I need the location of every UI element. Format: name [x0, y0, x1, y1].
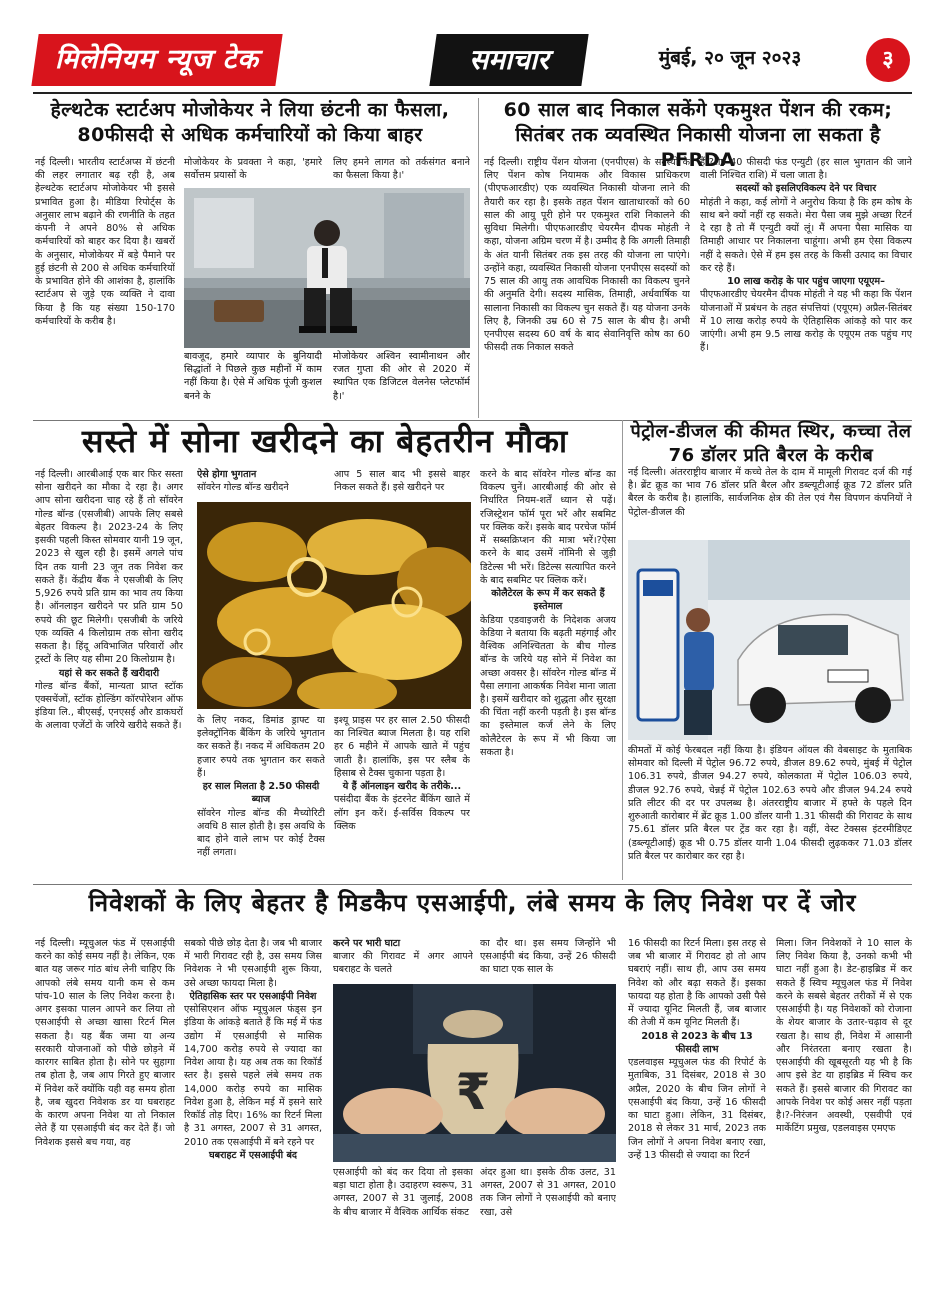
- svg-text:₹: ₹: [455, 1063, 491, 1121]
- masthead: [35, 34, 910, 86]
- office-layoff-photo: [184, 188, 470, 348]
- story3-col1-body2: गोल्ड बॉन्ड बैंकों, मान्यता प्राप्त स्टॉक एक्सचेंजों, स्टॉक होल्डिंग कॉरपोरेशन ऑफ इंडिया लि., बीएसई, एनएसई और डाकघरों के अलावा एजेंटों के जरिये खरीदे सकते हैं।: [35, 680, 183, 732]
- petrol-pump-photo: [628, 540, 910, 740]
- money-bag-photo: [333, 984, 616, 1162]
- story4-headline-line1: पेट्रोल-डीजल की कीमत स्थिर, कच्चा तेल: [630, 421, 912, 442]
- story5-col5-body2: एडलवाइस म्यूचुअल फंड की रिपोर्ट के मुताबिक, 31 दिसंबर, 2018 से 30 अप्रैल, 2020 के बीच जिन लोगों ने एसआईपी बंद किया, उन्हें 16 फीसदी का घाटा हुआ। लेकिन, 31 दिसंबर, 2018 से लेकर 31 मार्च, 2023 तक जिन लोगों ने अपना निवेश बनाए रखा, उन्हें 13 फीसदी से ज्यादा का रिटर्न: [628, 1057, 766, 1161]
- column-divider: [622, 420, 623, 880]
- story2-headline-line1: 60 साल बाद निकाल सकेंगे एकमुश्त पेंशन की रकम;: [503, 99, 893, 121]
- story2-col2: [700, 156, 912, 418]
- story2-headline-line2: सितंबर तक व्यवस्थित निकासी योजना ला सकता है PFRDA: [515, 124, 881, 172]
- story2-col2-intro: हैं।?शेष 40 फीसदी फंड एन्युटी (हर साल भुगतान की जाने वाली निश्चित राशि) में चला जाता है।: [700, 157, 912, 182]
- story3-col4-body: करने के बाद सॉवरेन गोल्ड बॉन्ड का विकल्प चुनें। आरबीआई की ओर से निर्धारित नियम-शर्तें ध्यान से पढ़ें। रजिस्ट्रेशन फॉर्म पूरा भरें और सबमिट पर क्लिक करें। इसके बाद परचेज फॉर्म में सब्सक्रिप्शन की मात्रा भरें।?ऐसा करने के बाद उसमें नॉमिनी से जुड़ी डिटेल्स भी भरें। डिटेल्स सत्यापित करने के बाद सबमिट पर क्लिक करें।: [480, 469, 616, 586]
- story5-col3-top-text: बाजार की गिरावट में अगर आपने घबराहट के चलते: [333, 951, 473, 976]
- story5-col2-body: सबको पीछे छोड़ देता है। जब भी बाजार में भारी गिरावट रही है, उस समय जिस निवेशक ने भी एसआईपी शुरू किया, उसे अच्छा फायदा मिला है।: [184, 938, 322, 989]
- story4-headline: [626, 420, 916, 468]
- story3-col4: [480, 468, 616, 878]
- brand-name: मिलेनियम न्यूज टेक: [54, 44, 260, 75]
- story5-col2-subhead2: घबराहट में एसआईपी बंद: [208, 1149, 298, 1161]
- story3-col1: [35, 468, 183, 878]
- section-rule: [33, 884, 912, 885]
- story3-col2-top-text: सॉवरेन गोल्ड बॉन्ड खरीदने: [197, 482, 289, 494]
- story1-col3-bottom: मोजोकेयर अश्विन स्वामीनाथन और रजत गुप्ता की ओर से 2020 में स्थापित एक डिजिटल वेलनेस प्लेटफॉर्म है।': [333, 351, 470, 402]
- story5-col3-bottom: एसआईपी को बंद कर दिया तो इसका बड़ा घाटा होता है। उदाहरण स्वरूप, 31 अगस्त, 2007 से 31 जुलाई, 2008 के बीच बाजार में वैश्विक आर्थिक संकट: [333, 1167, 473, 1218]
- story1-col2-top: मोजोकेयर के प्रवक्ता ने कहा, 'हमारे सर्वोत्तम प्रयासों के: [184, 157, 322, 182]
- story3-col2-body2: सॉवरेन गोल्ड बॉन्ड की मैच्योरिटी अवधि 8 साल होती है। इस अवधि के बाद होने वाले लाभ पर कोई टैक्स नहीं लगता।: [197, 807, 325, 859]
- story1-col1: नई दिल्ली। भारतीय स्टार्टअप्स में छंटनी की लहर लगातार बढ़ रही है, अब हेल्थटेक स्टार्टअप मोजोकेयर भी इससे प्रभावित हुआ है। मीडिया रिपोर्ट्स के अनुसार लाभ बढ़ाने की रणनीति के तहत कंपनी ने अपने 80% से अधिक कर्मचारियों को बाहर कर दिया है। खबरों के अनुसार, मोजोकेयर में बड़े पैमाने पर हुई छंटनी से 200 से अधिक कर्मचारियों के प्रभावित होने की आशंका है, हालांकि स्टार्टअप से जुड़े एक व्यक्ति ने दावा किया है कि यह संख्या 150-170 कर्मचारियों के करीब है।: [35, 157, 175, 327]
- story3-col2-subhead2: हर साल मिलता है 2.50 फीसदी ब्याज: [202, 781, 320, 806]
- story2-col2-body2: पीएफआरडीए चेयरमैन दीपक मोहंती ने यह भी कहा कि पेंशन योजनाओं में प्रबंधन के तहत संपत्तियां (एयूएम) अप्रैल-सितंबर में 10 लाख करोड़ रुपये के ऐतिहासिक आंकड़े को पार कर जाएंगी। अभी हम 9.5 लाख करोड़ के एयूएम तक पहुंच गए हैं।: [700, 289, 912, 354]
- story5-col4-bottom: अंदर हुआ था। इसके ठीक उलट, 31 अगस्त, 2007 से 31 अगस्त, 2010 तक जिन लोगों ने एसआईपी को बनाए रखा, उसे: [480, 1167, 616, 1218]
- story1-headline: [30, 98, 470, 148]
- gold-jewellery-photo: [197, 502, 471, 709]
- story5-col5-body: 16 फीसदी का रिटर्न मिला। इस तरह से जब भी बाजार में गिरावट हो तो आप घबराएं नहीं। साथ ही, आप उस समय निवेश को और बढ़ा सकते हैं। इसका फायदा यह होता है कि आपको उसी पैसे में ज्यादा यूनिट मिलती हैं, जब बाजार की तेजी में कम यूनिट मिलती हैं।: [628, 938, 766, 1029]
- story2-subhead1: सदस्यों को इसलिएविकल्प देने पर विचार: [735, 183, 877, 195]
- page-number: ३: [866, 38, 910, 82]
- story4-intro: नई दिल्ली। अंतरराष्ट्रीय बाजार में कच्चे तेल के दाम में मामूली गिरावट दर्ज की गई है। ब्रेंट क्रूड का भाव 76 डॉलर प्रति बैरल और डब्ल्यूटीआई क्रूड 72 डॉलर प्रति बैरल के करीब है। हालांकि, सार्वजनिक क्षेत्र की तेल एवं गैस विपणन कंपनियों ने पेट्रोल-डीजल की: [628, 467, 912, 518]
- story1-col3-top: लिए हमने लागत को तर्कसंगत बनाने का फैसला किया है।': [333, 157, 470, 182]
- story3-col1-subhead: यहां से कर सकते हैं खरीदारी: [58, 667, 160, 679]
- story5-col2: [184, 937, 322, 1255]
- story3-col1-body: नई दिल्ली। आरबीआई एक बार फिर सस्ता सोना खरीदने का मौका दे रहा है। अगर आप सोना खरीदना चाह रहे हैं तो सॉवरेन गोल्ड बॉन्ड (एसजीबी) आपके लिए सबसे बेहतर विकल्प है। 2023-24 के लिए इसकी पहली किस्त सोमवार यानी 19 जून, 2023 से खुल रही है। इसमें अगले पांच दिन तक यानी 23 जून तक निवेश कर सकते हैं। केंद्रीय बैंक ने एसजीबी के लिए 5,926 रुपये प्रति ग्राम का भाव तय किया है। ऑनलाइन खरीदने पर प्रति ग्राम 50 रुपये की छूट मिलेगी। एसजीबी के जरिये एक व्यक्ति 4 किलोग्राम तक सोना खरीद सकता है। हिंदू अविभाजित परिवारों और ट्रस्टों के लिए यह सीमा 20 किलोग्राम है।: [35, 469, 183, 666]
- story5-col5: [628, 937, 766, 1255]
- story3-col2-bottom-text: के लिए नकद, डिमांड ड्राफ्ट या इलेक्ट्रॉनिक बैंकिंग के जरिये भुगतान कर सकते हैं। नकद में अधिकतम 20 हजार रुपये तक भुगतान कर सकते हैं।: [197, 715, 325, 779]
- dateline: मुंबई, २० जून २०२३: [658, 47, 802, 69]
- brand-logo: [31, 34, 282, 86]
- story5-headline: निवेशकों के लिए बेहतर है मिडकैप एसआईपी, लंबे समय के लिए निवेश पर दें जोर: [88, 889, 857, 917]
- story2-subhead2: 10 लाख करोड़ के पार पहुंच जाएगा एयूएम–: [727, 276, 885, 288]
- story4-body: कीमतों में कोई फेरबदल नहीं किया है। इंडियन ऑयल की वेबसाइट के मुताबिक सोमवार को दिल्ली में पेट्रोल 96.72 रुपये, डीजल 89.62 रुपये, मुंबई में पेट्रोल 106.31 रुपये, डीजल 94.27 रुपये, कोलकाता में पेट्रोल 106.03 रुपये, डीजल 92.76 रुपये, चेन्नई में पेट्रोल 102.63 रुपये और डीजल 94.24 रुपये प्रति लीटर की दर पर उपलब्ध है। अंतरराष्ट्रीय बाजार में हफ्ते के पहले दिन शुरुआती कारोबार में ब्रेंट क्रूड 1.00 डॉलर यानी 1.31 फीसदी की गिरावट के साथ 75.61 डॉलर प्रति बैरल पर ट्रेंड कर रहा है। वहीं, वेस्ट टेक्सस इंटरमीडिएट (डब्ल्यूटीआई) क्रूड भी 0.75 डॉलर यानी 1.04 फीसदी लुढ़ककर 71.03 डॉलर प्रति बैरल पर कारोबार कर रहा है।: [628, 745, 912, 862]
- story1-headline-line1: हेल्थटेक स्टार्टअप मोजोकेयर ने लिया छंटनी का फैसला,: [50, 99, 450, 121]
- masthead-rule: [33, 92, 912, 94]
- section-name: समाचार: [469, 43, 549, 76]
- story2-col2-body1: मोहंती ने कहा, कई लोगों ने अनुरोध किया है कि हम कोष के साथ बने क्यों नहीं रह सकते। मेरा पैसा जब मुझे अच्छा रिटर्न दे रहा है तो मैं एन्युटी क्यों लूं। मैं अपना पैसा मासिक या तिमाही आधार पर निकालना चाहूंगा। अभी हम ऐसा विकल्प नहीं दे सकते। ऐसे में हम इस तरह के किसी उत्पाद का विचार कर रहे हैं।: [700, 196, 912, 274]
- story3-col3-body: पसंदीदा बैंक के इंटरनेट बैंकिंग खाते में लॉग इन करें। ई-सर्विस विकल्प पर क्लिक: [334, 794, 470, 832]
- story4-headline-line2: 76 डॉलर प्रति बैरल के करीब: [668, 444, 874, 466]
- story5-col3-subhead: करने पर भारी घाटा: [333, 938, 401, 949]
- story3-col3-subhead: ये हैं ऑनलाइन खरीद के तरीके...: [342, 781, 462, 793]
- story5-col3-top: [333, 937, 473, 981]
- story3-col4-subhead: कोलैटेरल के रूप में कर सकते हैं इस्तेमाल: [491, 588, 605, 613]
- story5-col5-subhead: 2018 से 2023 के बीच 13 फीसदी लाभ: [641, 1030, 753, 1055]
- story2-col1: नई दिल्ली। राष्ट्रीय पेंशन योजना (एनपीएस) के सदस्यों के लिए पेंशन कोष नियामक और विकास प्राधिकरण (पीएफआरडीए) एक व्यवस्थित निकासी योजना लाने की तैयारी कर रहा है। इसके तहत पेंशन खाताधारकों को 60 साल की आयु पूरी होने पर एकमुश्त राशि निकालने की सुविधा मिलेगी। पीएफआरडीए चेयरमैन दीपक मोहंती ने कहा, योजना अग्रिम चरण में है। उम्मीद है कि अगली तिमाही के अंत यानी सितंबर तक इस तरह की योजना ला पाएंगे। उन्होंने कहा, व्यवस्थित निकासी योजना एनपीएस सदस्यों को 75 साल की आयु तक आवधिक निकासी का विकल्प चुनने की अनुमति देगी। सदस्य मासिक, तिमाही, अर्धवार्षिक या सालाना निकासी का विकल्प चुन सकते हैं। यह योजना उनके लिए है, जिनकी उम्र 60 से 75 साल के बीच है। अभी एनपीएस सदस्य 60 वर्ष के बाद सेवानिवृत्ति कोष का 60 फीसदी तक निकाल सकते: [484, 157, 690, 354]
- story3-col2-subhead: ऐसे होगा भुगतान: [197, 469, 257, 480]
- story3-col3-bottom: [334, 714, 470, 878]
- story3-col3-bottom-text: इश्यू प्राइस पर हर साल 2.50 फीसदी का निश्चित ब्याज मिलता है। यह राशि हर 6 महीने में आपके खाते में पहुंच जाती है। हालांकि, इस पर स्लैब के हिसाब से टैक्स चुकाना पड़ता है।: [334, 715, 470, 779]
- story3-col2-bottom: [197, 714, 325, 878]
- story5-col6: मिला। जिन निवेशकों ने 10 साल के लिए निवेश किया है, उनको कभी भी घाटा नहीं हुआ है। डेट-हाइब्रिड में कर सकते हैं स्विच म्यूचुअल फंड में निवेश करने के सबसे बेहतर तरीकों में से एक एसआईपी है। यह निवेशकों को रोजाना के शेयर बाजार के उतार-चढ़ाव से दूर रखता है। साथ ही, निवेश में आसानी और निरंतरता बनाए रखता है। एसआईपी की खूबसूरती यह भी है कि आप इसे डेट या हाइब्रिड में स्विच कर सकते हैं। इससे बाजार की गिरावट का आपके निवेश पर कोई असर नहीं पड़ता है।?-निरंजन अवस्थी, एसवीपी एवं मार्केटिंग प्रमुख, एडलवाइस एमएफ: [776, 938, 912, 1135]
- section-label: [429, 34, 588, 86]
- story1-headline-line2: 80फीसदी से अधिक कर्मचारियों को किया बाहर: [77, 124, 423, 147]
- story3-col2-top: [197, 468, 325, 498]
- story3-headline: सस्ते में सोना खरीदने का बेहतरीन मौका: [81, 422, 569, 460]
- story1-col2-bottom: बावजूद, हमारे व्यापार के बुनियादी सिद्धांतों ने पिछले कुछ महीनों में काम नहीं किया है। ऐसे में अधिक पूंजी कुशल बनने के: [184, 351, 322, 402]
- story5-col2-subhead: ऐतिहासिक स्तर पर एसआईपी निवेश: [189, 990, 317, 1002]
- story5-col2-body2: एसोसिएशन ऑफ म्यूचुअल फंड्स इन इंडिया के आंकड़े बताते हैं कि मई में फंड उद्योग में एसआईपी से मासिक 14,700 करोड़ रुपये से ज्यादा का निवेश आया है। यह अब तक का रिकॉर्ड स्तर है। इससे पहले लंबे समय तक 14,000 करोड़ रुपये का मासिक निवेश हुआ है, लेकिन मई में इसने सारे रिकॉर्ड तोड़ दिए। 16% का रिटर्न मिला है 31 अगस्त, 2007 से 31 अगस्त, 2010 तक एसआईपी में बने रहने पर: [184, 1004, 322, 1148]
- story3-col4-body2: केडिया एडवाइजरी के निदेशक अजय केडिया ने बताया कि बढ़ती महंगाई और वैश्विक अनिश्चितता के बीच गोल्ड बॉन्ड के जरिये यह सोने में निवेश का अच्छा अवसर है। सॉवरेन गोल्ड बॉन्ड में पैसा लगाना आकर्षक निवेश माना जाता है। इसमें खरीदार को शुद्धता और सुरक्षा की चिंता नहीं करनी पड़ती है। इस बॉन्ड का इस्तेमाल कर्ज लेने के लिए कोलैटेरल के रूप में भी किया जा सकता है।: [480, 614, 616, 758]
- story5-col4-top: का दौर था। इस समय जिन्होंने भी एसआईपी बंद किया, उन्हें 26 फीसदी का घाटा एक साल के: [480, 938, 616, 976]
- story5-col1: नई दिल्ली। म्यूचुअल फंड में एसआईपी करने का कोई समय नहीं है। लेकिन, एक बात यह जरूर गांठ बांध लेनी चाहिए कि आपको लंबे समय यानी कम से कम पांच-10 साल के लिए निवेश करना है। अगर इसका पालन आपने कर लिया तो एसआईपी से अच्छा खासा रिटर्न मिल सकता है। यह बैंक जमा या अन्य सरकारी योजनाओं को पीछे छोड़ने में कारगर साबित होता है। सोने पर सुहागा तब होता है, जब आप गिरते हुए बाजार में निवेश करें क्योंकि यही वह समय होता है, जब खुदरा निवेशक डर या घबराहट के कारण अपना निवेश या तो निकाल लेते हैं या एसआईपी बंद कर देते हैं। जो निवेशक इससे बच गया, वह: [35, 938, 175, 1148]
- story3-col3-top: आप 5 साल बाद भी इससे बाहर निकल सकते हैं। इसे खरीदने पर: [334, 469, 470, 494]
- column-divider: [478, 98, 479, 418]
